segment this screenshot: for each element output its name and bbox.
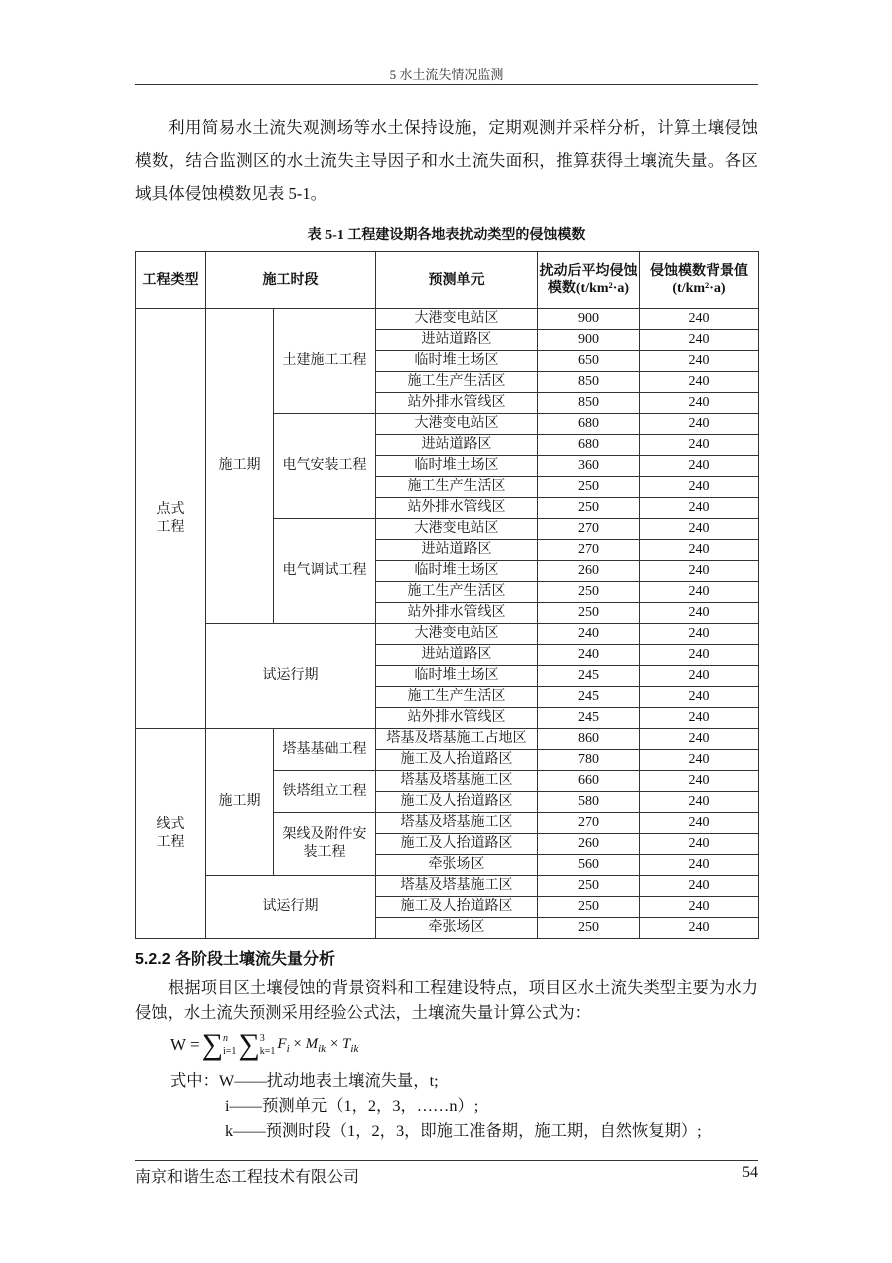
- cell-unit-text: 站外排水管线区: [407, 500, 506, 515]
- cell-unit-text: 施工生产生活区: [407, 374, 506, 389]
- cell-unit: [376, 372, 538, 393]
- cell-background-modulus-text: 240: [688, 458, 710, 473]
- cell-unit-text: 牵张场区: [428, 920, 485, 935]
- cell-subperiod: [274, 729, 376, 771]
- cell-unit: [376, 813, 538, 834]
- cell-unit-text: 大港变电站区: [414, 311, 499, 326]
- cell-unit: [376, 414, 538, 435]
- cell-disturbed-modulus: [538, 603, 640, 624]
- cell-unit: [376, 876, 538, 897]
- cell-disturbed-modulus-text: 250: [578, 584, 599, 599]
- cell-background-modulus: [640, 603, 759, 624]
- definition-w: 式中：W——扰动地表土壤流失量，t;: [170, 1071, 439, 1090]
- cell-disturbed-modulus: [538, 519, 640, 540]
- sum-k-upper: 3: [259, 1033, 265, 1044]
- cell-unit: [376, 393, 538, 414]
- table-row: [136, 624, 759, 645]
- cell-background-modulus-text: 240: [688, 794, 710, 809]
- cell-unit-text: 施工及人抬道路区: [400, 752, 513, 767]
- cell-disturbed-modulus: [538, 435, 640, 456]
- cell-background-modulus: [640, 582, 759, 603]
- cell-disturbed-modulus: [538, 876, 640, 897]
- cell-background-modulus: [640, 477, 759, 498]
- cell-background-modulus-text: 240: [688, 773, 710, 788]
- cell-disturbed-modulus: [538, 771, 640, 792]
- cell-subperiod-text: 塔基基础工程: [282, 741, 367, 757]
- cell-unit-text: 塔基及塔基施工区: [400, 773, 513, 788]
- cell-background-modulus-text: 240: [688, 647, 710, 662]
- cell-project-type: [136, 729, 206, 939]
- cell-unit-text: 大港变电站区: [414, 521, 499, 536]
- table-header-row: [136, 252, 759, 309]
- cell-disturbed-modulus: [538, 792, 640, 813]
- cell-background-modulus-text: 240: [688, 311, 710, 326]
- cell-disturbed-modulus: [538, 813, 640, 834]
- cell-disturbed-modulus: [538, 666, 640, 687]
- cell-background-modulus: [640, 792, 759, 813]
- cell-disturbed-modulus-text: 680: [578, 416, 599, 431]
- cell-disturbed-modulus-text: 580: [578, 794, 599, 809]
- header-unit: 预测单元: [376, 252, 538, 309]
- cell-background-modulus-text: 240: [688, 626, 710, 641]
- section-heading: 5.2.2 各阶段土壤流失量分析: [135, 951, 336, 968]
- cell-background-modulus-text: 240: [688, 878, 710, 893]
- cell-background-modulus: [640, 456, 759, 477]
- cell-disturbed-modulus: [538, 708, 640, 729]
- cell-background-modulus-text: 240: [688, 353, 710, 368]
- cell-background-modulus: [640, 498, 759, 519]
- cell-unit-text: 进站道路区: [421, 542, 492, 557]
- header-disturbed-text: 扰动后平均侵蚀模数(t/km²·a): [539, 264, 638, 296]
- cell-background-modulus: [640, 351, 759, 372]
- cell-unit: [376, 918, 538, 939]
- cell-subperiod: [274, 813, 376, 876]
- cell-unit: [376, 645, 538, 666]
- cell-unit-text: 牵张场区: [428, 857, 485, 872]
- cell-background-modulus-text: 240: [688, 332, 710, 347]
- cell-background-modulus-text: 240: [688, 542, 710, 557]
- sum-k: ∑ 3 k=1: [238, 1028, 276, 1061]
- cell-unit-text: 进站道路区: [421, 647, 492, 662]
- cell-background-modulus: [640, 855, 759, 876]
- cell-unit-text: 大港变电站区: [414, 626, 499, 641]
- cell-unit-text: 塔基及塔基施工区: [400, 815, 513, 830]
- cell-background-modulus: [640, 309, 759, 330]
- cell-subperiod: [274, 771, 376, 813]
- cell-unit: [376, 456, 538, 477]
- cell-subperiod-text: 电气安装工程: [282, 458, 367, 473]
- cell-unit: [376, 582, 538, 603]
- cell-unit-text: 进站道路区: [421, 332, 492, 347]
- cell-disturbed-modulus-text: 360: [578, 458, 599, 473]
- cell-background-modulus-text: 240: [688, 899, 710, 914]
- cell-unit: [376, 792, 538, 813]
- cell-disturbed-modulus: [538, 687, 640, 708]
- cell-unit-text: 站外排水管线区: [407, 605, 506, 620]
- cell-background-modulus: [640, 771, 759, 792]
- cell-subperiod-text: 铁塔组立工程: [282, 783, 367, 799]
- cell-background-modulus: [640, 708, 759, 729]
- cell-disturbed-modulus-text: 660: [578, 773, 599, 788]
- cell-background-modulus-text: 240: [688, 689, 710, 704]
- cell-disturbed-modulus-text: 850: [578, 395, 599, 410]
- cell-background-modulus-text: 240: [688, 920, 710, 935]
- cell-background-modulus: [640, 561, 759, 582]
- cell-background-modulus: [640, 624, 759, 645]
- cell-period: [206, 309, 274, 624]
- cell-unit-text: 施工生产生活区: [407, 584, 506, 599]
- cell-background-modulus: [640, 729, 759, 750]
- sum-k-lower: k=1: [259, 1046, 276, 1057]
- cell-background-modulus: [640, 393, 759, 414]
- cell-background-modulus: [640, 897, 759, 918]
- cell-disturbed-modulus: [538, 393, 640, 414]
- header-background-modulus: [640, 252, 759, 309]
- cell-background-modulus-text: 240: [688, 395, 710, 410]
- cell-disturbed-modulus-text: 270: [578, 521, 599, 536]
- cell-background-modulus-text: 240: [688, 752, 710, 767]
- cell-unit: [376, 750, 538, 771]
- cell-background-modulus: [640, 645, 759, 666]
- cell-disturbed-modulus: [538, 309, 640, 330]
- cell-disturbed-modulus: [538, 645, 640, 666]
- cell-unit: [376, 834, 538, 855]
- cell-unit-text: 站外排水管线区: [407, 710, 506, 725]
- cell-background-modulus-text: 240: [688, 836, 710, 851]
- cell-background-modulus: [640, 876, 759, 897]
- cell-unit-text: 临时堆土场区: [414, 563, 499, 578]
- cell-disturbed-modulus-text: 780: [578, 752, 599, 767]
- footer-divider: [135, 1160, 758, 1161]
- cell-unit: [376, 330, 538, 351]
- cell-disturbed-modulus-text: 250: [578, 479, 599, 494]
- cell-disturbed-modulus-text: 250: [578, 899, 599, 914]
- cell-disturbed-modulus: [538, 624, 640, 645]
- cell-subperiod-text: 架线及附件安装工程: [282, 827, 367, 860]
- cell-disturbed-modulus: [538, 582, 640, 603]
- cell-background-modulus-text: 240: [688, 500, 710, 515]
- header-divider: [135, 84, 758, 85]
- cell-background-modulus-text: 240: [688, 374, 710, 389]
- cell-background-modulus-text: 240: [688, 857, 710, 872]
- cell-disturbed-modulus: [538, 456, 640, 477]
- cell-disturbed-modulus-text: 250: [578, 605, 599, 620]
- cell-unit: [376, 687, 538, 708]
- table-row: [136, 729, 759, 750]
- cell-background-modulus-text: 240: [688, 437, 710, 452]
- cell-unit: [376, 603, 538, 624]
- cell-unit: [376, 351, 538, 372]
- soil-loss-formula: [170, 1030, 358, 1060]
- cell-disturbed-modulus-text: 270: [578, 542, 599, 557]
- cell-project-type-text: 点式工程: [156, 501, 185, 535]
- cell-background-modulus-text: 240: [688, 584, 710, 599]
- cell-unit-text: 大港变电站区: [414, 416, 499, 431]
- cell-disturbed-modulus-text: 245: [578, 668, 599, 683]
- cell-disturbed-modulus: [538, 330, 640, 351]
- cell-background-modulus: [640, 687, 759, 708]
- cell-background-modulus-text: 240: [688, 416, 710, 431]
- cell-disturbed-modulus: [538, 729, 640, 750]
- cell-background-modulus: [640, 372, 759, 393]
- table-row: [136, 309, 759, 330]
- cell-unit: [376, 477, 538, 498]
- header-period: 施工时段: [206, 252, 376, 309]
- cell-disturbed-modulus-text: 245: [578, 710, 599, 725]
- section-paragraph: 根据项目区土壤侵蚀的背景资料和工程建设特点，项目区水土流失类型主要为水力侵蚀，水土流失预测采用经验公式法，土壤流失量计算公式为：: [135, 978, 758, 1022]
- cell-background-modulus: [640, 330, 759, 351]
- intro-paragraph: 利用简易水土流失观测场等水土保持设施，定期观测并采样分析，计算土壤侵蚀模数，结合监测区的水土流失主导因子和水土流失面积，推算获得土壤流失量。各区域具体侵蚀模数见表 5-1。: [135, 118, 758, 203]
- cell-period-text: 施工期: [218, 458, 261, 473]
- table-caption: 表 5-1 工程建设期各地表扰动类型的侵蚀模数: [307, 228, 586, 243]
- cell-disturbed-modulus-text: 250: [578, 920, 599, 935]
- cell-project-type-text: 线式工程: [156, 816, 185, 850]
- cell-unit: [376, 666, 538, 687]
- cell-background-modulus-text: 240: [688, 521, 710, 536]
- erosion-modulus-table: [135, 251, 759, 939]
- cell-subperiod: [274, 519, 376, 624]
- formula-lhs: W =: [170, 1035, 200, 1054]
- cell-background-modulus-text: 240: [688, 710, 710, 725]
- cell-period-text: 试运行期: [262, 668, 319, 683]
- cell-background-modulus-text: 240: [688, 563, 710, 578]
- cell-period-text: 施工期: [218, 794, 261, 809]
- cell-disturbed-modulus: [538, 834, 640, 855]
- cell-unit: [376, 435, 538, 456]
- cell-unit-text: 施工及人抬道路区: [400, 836, 513, 851]
- cell-background-modulus-text: 240: [688, 668, 710, 683]
- cell-project-type: [136, 309, 206, 729]
- cell-subperiod-text: 电气调试工程: [282, 563, 367, 578]
- cell-disturbed-modulus: [538, 855, 640, 876]
- cell-disturbed-modulus: [538, 540, 640, 561]
- cell-background-modulus: [640, 666, 759, 687]
- cell-unit-text: 进站道路区: [421, 437, 492, 452]
- cell-subperiod-text: 土建施工工程: [282, 353, 367, 368]
- cell-disturbed-modulus-text: 260: [578, 836, 599, 851]
- cell-background-modulus: [640, 519, 759, 540]
- cell-unit: [376, 855, 538, 876]
- page-number: 54: [742, 1164, 758, 1181]
- cell-background-modulus: [640, 435, 759, 456]
- cell-unit: [376, 624, 538, 645]
- cell-period: [206, 729, 274, 876]
- cell-background-modulus: [640, 834, 759, 855]
- cell-disturbed-modulus: [538, 477, 640, 498]
- cell-disturbed-modulus: [538, 561, 640, 582]
- cell-disturbed-modulus-text: 560: [578, 857, 599, 872]
- cell-disturbed-modulus-text: 260: [578, 563, 599, 578]
- cell-background-modulus-text: 240: [688, 479, 710, 494]
- running-header: 5 水土流失情况监测: [389, 67, 504, 82]
- cell-background-modulus: [640, 813, 759, 834]
- cell-unit-text: 施工生产生活区: [407, 689, 506, 704]
- cell-unit-text: 站外排水管线区: [407, 395, 506, 410]
- cell-disturbed-modulus-text: 250: [578, 878, 599, 893]
- definition-k: k——预测时段（1，2，3，即施工准备期，施工期，自然恢复期）;: [225, 1121, 702, 1140]
- sum-i: ∑ n i=1: [201, 1028, 237, 1061]
- cell-unit: [376, 771, 538, 792]
- cell-disturbed-modulus: [538, 372, 640, 393]
- cell-disturbed-modulus: [538, 750, 640, 771]
- cell-background-modulus: [640, 918, 759, 939]
- cell-unit-text: 施工及人抬道路区: [400, 794, 513, 809]
- cell-disturbed-modulus: [538, 414, 640, 435]
- cell-disturbed-modulus: [538, 897, 640, 918]
- header-project-type: 工程类型: [136, 252, 206, 309]
- cell-disturbed-modulus-text: 900: [578, 332, 599, 347]
- cell-unit: [376, 897, 538, 918]
- cell-period-text: 试运行期: [262, 899, 319, 914]
- cell-background-modulus: [640, 750, 759, 771]
- cell-disturbed-modulus-text: 240: [578, 626, 599, 641]
- cell-unit-text: 临时堆土场区: [414, 668, 499, 683]
- cell-disturbed-modulus-text: 850: [578, 374, 599, 389]
- cell-unit: [376, 729, 538, 750]
- sum-i-lower: i=1: [222, 1046, 237, 1057]
- cell-unit: [376, 708, 538, 729]
- cell-period: [206, 624, 376, 729]
- cell-disturbed-modulus: [538, 498, 640, 519]
- cell-disturbed-modulus-text: 680: [578, 437, 599, 452]
- cell-period: [206, 876, 376, 939]
- cell-disturbed-modulus: [538, 918, 640, 939]
- cell-unit-text: 塔基及塔基施工占地区: [386, 731, 527, 746]
- cell-background-modulus: [640, 414, 759, 435]
- header-background-text: 侵蚀模数背景值(t/km²·a): [650, 264, 748, 296]
- header-disturbed-modulus: [538, 252, 640, 309]
- cell-unit: [376, 561, 538, 582]
- cell-subperiod: [274, 414, 376, 519]
- cell-disturbed-modulus: [538, 351, 640, 372]
- cell-unit-text: 塔基及塔基施工区: [400, 878, 513, 893]
- cell-disturbed-modulus-text: 860: [578, 731, 599, 746]
- cell-disturbed-modulus-text: 250: [578, 500, 599, 515]
- footer-company: 南京和谐生态工程技术有限公司: [135, 1169, 360, 1186]
- cell-disturbed-modulus-text: 900: [578, 311, 599, 326]
- cell-unit-text: 施工及人抬道路区: [400, 899, 513, 914]
- cell-background-modulus-text: 240: [688, 815, 710, 830]
- cell-unit-text: 施工生产生活区: [407, 479, 506, 494]
- cell-background-modulus-text: 240: [688, 731, 710, 746]
- sum-i-upper: n: [222, 1033, 228, 1044]
- cell-unit-text: 临时堆土场区: [414, 353, 499, 368]
- cell-unit: [376, 540, 538, 561]
- cell-subperiod: [274, 309, 376, 414]
- cell-unit-text: 临时堆土场区: [414, 458, 499, 473]
- cell-unit: [376, 498, 538, 519]
- cell-unit: [376, 309, 538, 330]
- table-row: [136, 876, 759, 897]
- cell-disturbed-modulus-text: 650: [578, 353, 599, 368]
- cell-unit: [376, 519, 538, 540]
- definition-i: i——预测单元（1，2，3，……n）;: [225, 1096, 479, 1115]
- formula-term: $F_i \times M_{ik} \times T_{ik}$: [277, 1035, 359, 1055]
- cell-background-modulus: [640, 540, 759, 561]
- cell-disturbed-modulus-text: 270: [578, 815, 599, 830]
- cell-background-modulus-text: 240: [688, 605, 710, 620]
- cell-disturbed-modulus-text: 245: [578, 689, 599, 704]
- cell-disturbed-modulus-text: 240: [578, 647, 599, 662]
